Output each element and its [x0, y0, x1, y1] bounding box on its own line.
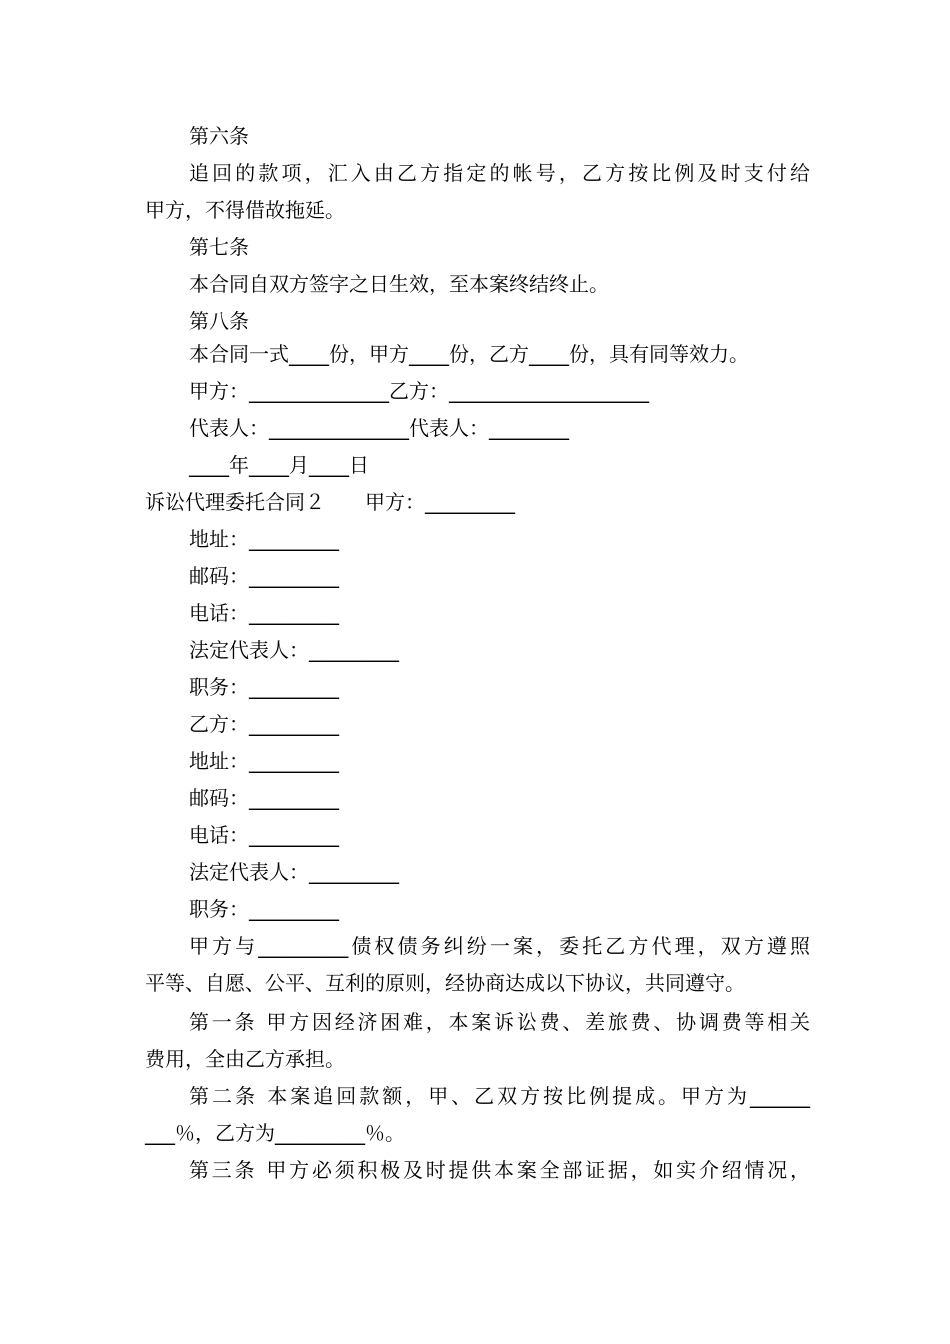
- party-a-address: 地址：_________: [189, 527, 339, 551]
- preamble-line-1: 甲方与_________债权债务纠纷一案，委托乙方代理，双方遵照: [189, 934, 810, 958]
- article-8-text: 本合同一式____份，甲方____份，乙方____份，具有同等效力。: [189, 342, 749, 366]
- party-b-label: 乙方：_________: [189, 712, 339, 736]
- article-6-text-line-1: 追回的款项，汇入由乙方指定的帐号，乙方按比例及时支付给: [189, 161, 810, 185]
- signature-party-line: 甲方：______________乙方：____________________: [189, 379, 649, 403]
- date-line: ____年____月____日: [189, 453, 369, 477]
- party-a-legal-rep: 法定代表人：_________: [189, 638, 399, 662]
- contract-2-title-line: 诉讼代理委托合同２ 甲方：_________: [145, 490, 515, 514]
- clause-2-line-2: ___％，乙方为_________％。: [145, 1121, 405, 1145]
- article-6-heading: 第六条: [189, 124, 249, 148]
- party-b-legal-rep: 法定代表人：_________: [189, 860, 399, 884]
- preamble-line-2: 平等、自愿、公平、互利的原则，经协商达成以下协议，共同遵守。: [145, 971, 745, 995]
- party-a-postcode: 邮码：_________: [189, 564, 339, 588]
- article-7-text: 本合同自双方签字之日生效，至本案终结终止。: [189, 272, 609, 296]
- clause-1-line-1: 第一条 甲方因经济困难，本案诉讼费、差旅费、协调费等相关: [189, 1010, 810, 1034]
- party-a-phone: 电话：_________: [189, 601, 339, 625]
- party-b-position: 职务：_________: [189, 897, 339, 921]
- clause-2-line-1: 第二条 本案追回款额，甲、乙双方按比例提成。甲方为______: [189, 1084, 810, 1108]
- party-b-phone: 电话：_________: [189, 823, 339, 847]
- representative-line: 代表人：______________代表人：________: [189, 416, 569, 440]
- clause-1-line-2: 费用，全由乙方承担。: [145, 1047, 345, 1071]
- article-7-heading: 第七条: [189, 235, 249, 259]
- article-6-text-line-2: 甲方，不得借故拖延。: [145, 198, 345, 222]
- clause-3-line-1: 第三条 甲方必须积极及时提供本案全部证据，如实介绍情况，: [189, 1158, 810, 1182]
- party-a-position: 职务：_________: [189, 675, 339, 699]
- party-b-postcode: 邮码：_________: [189, 786, 339, 810]
- party-b-address: 地址：_________: [189, 749, 339, 773]
- article-8-heading: 第八条: [189, 309, 249, 333]
